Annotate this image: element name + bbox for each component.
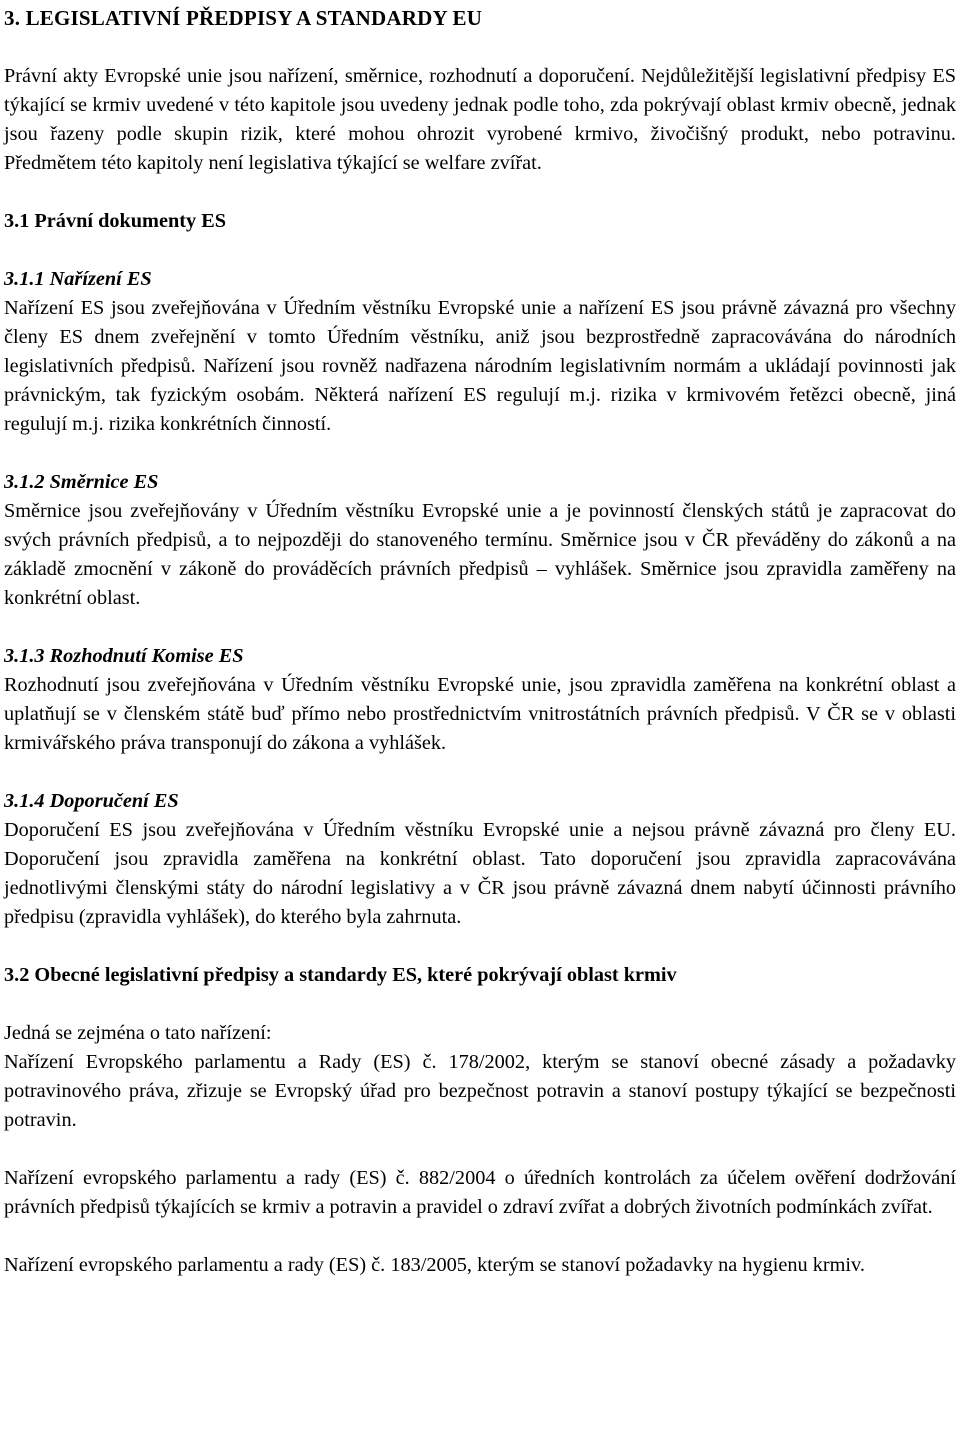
- subsection-3-1-4-title: 3.1.4 Doporučení ES: [4, 790, 179, 812]
- subsection-3-1-1-text: Nařízení ES jsou zveřejňována v Úředním věstníku Evropské unie a nařízení ES jsou právně závazná pro všechny členy ES dnem zveřejnění v tomto Úředním věstníku, aniž jsou bezprostředně zapracovávána do národních legislativních předpisů. Nařízení jsou rovněž nadřazena národním legislativním normám a ukládají povinnosti jak právnickým, tak fyzickým osobám. Některá nařízení ES regulují m.j. rizika v krmivovém řetězci obecně, jiná regulují m.j. rizika konkrétních činností.: [4, 297, 956, 435]
- spacer: [4, 236, 956, 265]
- subsection-3-1-4-text: Doporučení ES jsou zveřejňována v Úředním věstníku Evropské unie a nejsou právně závazná pro členy EU. Doporučení jsou zpravidla zaměřena na konkrétní oblast. Tato doporučení jsou zpravidla zapracovávána jednotlivými členskými státy do národní legislativy a v ČR jsou právně závazná dnem nabytí účinnosti právního předpisu (zpravidla vyhlášek), do kterého byla zahrnuta.: [4, 819, 956, 928]
- spacer: [4, 1222, 956, 1251]
- section-3-2-title: 3.2 Obecné legislativní předpisy a standardy ES, které pokrývají oblast krmiv: [4, 964, 677, 986]
- regulation-paragraph: Nařízení evropského parlamentu a rady (ES) č. 882/2004 o úředních kontrolách za účelem ověření dodržování právních předpisů týkajících se krmiv a potravin a pravidel o zdraví zvířat a dobrých životních podmínkách zvířat.: [4, 1167, 956, 1218]
- subsection-3-1-1-title: 3.1.1 Nařízení ES: [4, 268, 152, 290]
- subsection-3-1-3-title: 3.1.3 Rozhodnutí Komise ES: [4, 645, 244, 667]
- spacer: [4, 178, 956, 207]
- spacer: [4, 758, 956, 787]
- subsection-3-1-2-text: Směrnice jsou zveřejňovány v Úředním věstníku Evropské unie a je povinností členských států je zapracovat do svých právních předpisů, a to nejpozději do stanoveného termínu. Směrnice jsou v ČR převáděny do zákonů a na základě zmocnění v zákoně do prováděcích právních předpisů – vyhlášek. Směrnice jsou zpravidla zaměřeny na konkrétní oblast.: [4, 500, 956, 609]
- regulation-paragraph: Nařízení evropského parlamentu a rady (ES) č. 183/2005, kterým se stanoví požadavky na hygienu krmiv.: [4, 1254, 865, 1276]
- spacer: [4, 1135, 956, 1164]
- spacer: [4, 613, 956, 642]
- section-3-1-title: 3.1 Právní dokumenty ES: [4, 210, 227, 232]
- spacer: [4, 439, 956, 468]
- spacer: [4, 990, 956, 1019]
- subsection-3-1-2-title: 3.1.2 Směrnice ES: [4, 471, 159, 493]
- spacer: [4, 932, 956, 961]
- subsection-3-1-3-text: Rozhodnutí jsou zveřejňována v Úředním věstníku Evropské unie, jsou zpravidla zaměřena na konkrétní oblast a uplatňují se v členském státě buď přímo nebo prostřednictvím vnitrostátních právních předpisů. V ČR se v oblasti krmivářského práva transponují do zákona a vyhlášek.: [4, 674, 956, 754]
- spacer: [4, 33, 956, 62]
- chapter-intro-paragraph: Právní akty Evropské unie jsou nařízení, směrnice, rozhodnutí a doporučení. Nejdůležitější legislativní předpisy ES týkající se krmiv uvedené v této kapitole jsou uvedeny jednak podle toho, zda pokrývají oblast krmiv obecně, jednak jsou řazeny podle skupin rizik, které mohou ohrozit vyrobené krmivo, živočišný produkt, nebo potravinu. Předmětem této kapitoly není legislativa týkající se welfare zvířat.: [4, 65, 956, 174]
- chapter-title: 3. LEGISLATIVNÍ PŘEDPISY A STANDARDY EU: [4, 6, 483, 30]
- section-3-2-lead: Jedná se zejména o tato nařízení:: [4, 1022, 272, 1044]
- document-page: [4, 0, 956, 1280]
- regulation-paragraph: Nařízení Evropského parlamentu a Rady (ES) č. 178/2002, kterým se stanoví obecné zásady a požadavky potravinového práva, zřizuje se Evropský úřad pro bezpečnost potravin a stanoví postupy týkající se bezpečnosti potravin.: [4, 1051, 956, 1131]
